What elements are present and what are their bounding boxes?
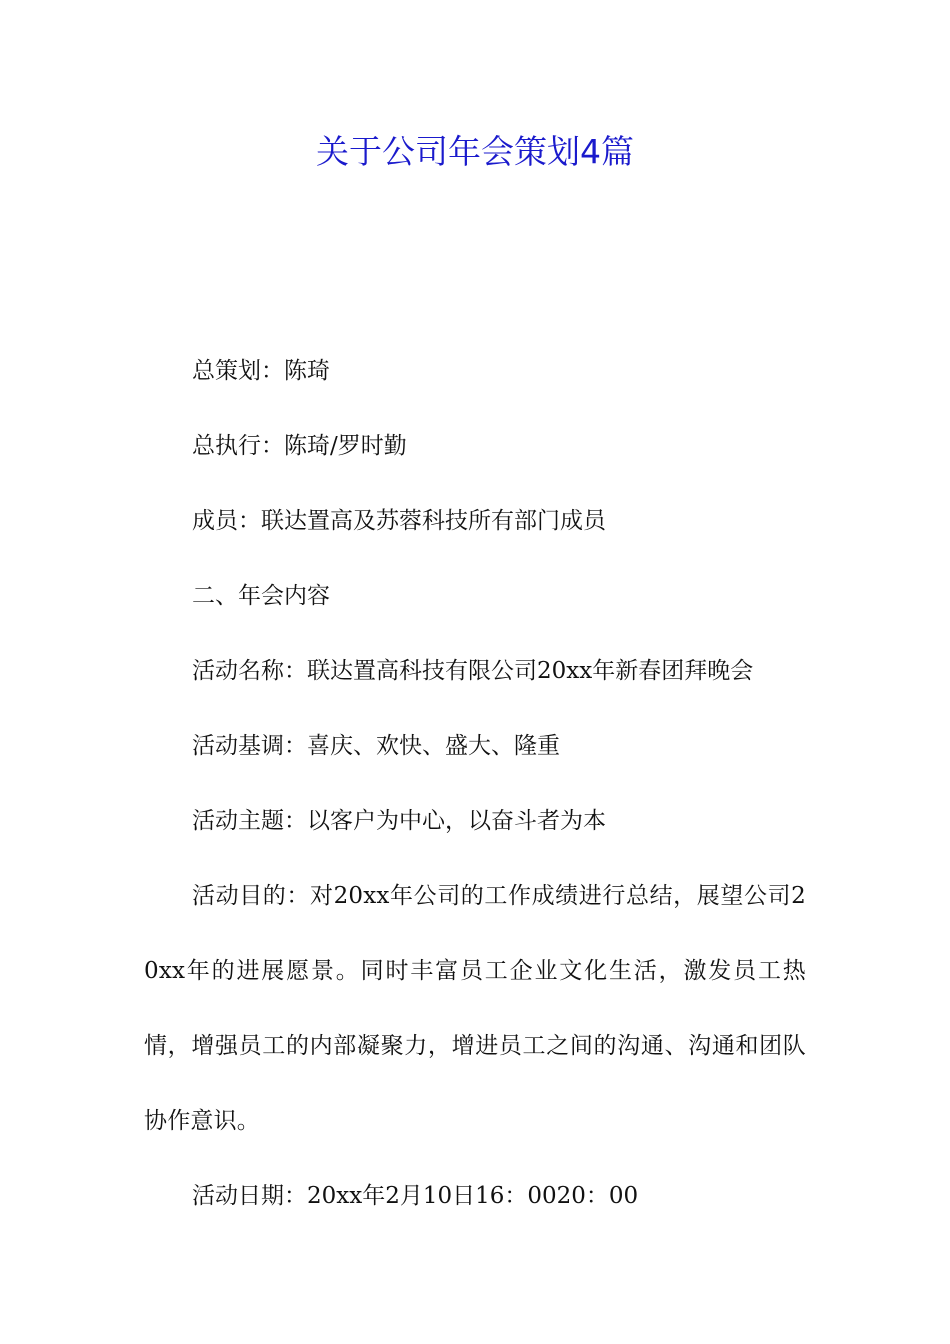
paragraph-chief-executive: 总执行：陈琦/罗时勤: [192, 433, 407, 459]
paragraph-event-date: 活动日期：20xx年2月10日16：0020：00: [192, 1183, 639, 1209]
paragraph-event-tone: 活动基调：喜庆、欢快、盛大、隆重: [192, 733, 560, 759]
paragraph-event-theme: 活动主题：以客户为中心，以奋斗者为本: [192, 808, 606, 834]
section-heading-annual-meeting-content: 二、年会内容: [192, 583, 330, 609]
document-title: 关于公司年会策划4篇: [316, 132, 634, 171]
paragraph-members: 成员：联达置高及苏蓉科技所有部门成员: [192, 508, 606, 534]
paragraph-chief-planner: 总策划：陈琦: [192, 358, 330, 384]
document-body: [144, 334, 806, 1234]
paragraph-event-purpose: 活动目的：对20xx年公司的工作成绩进行总结，展望公司20xx年的进展愿景。同时丰富员工企业文化生活，激发员工热情，增强员工的内部凝聚力，增进员工之间的沟通、沟通和团队协作意识。: [144, 883, 806, 1134]
paragraph-event-name: 活动名称：联达置高科技有限公司20xx年新春团拜晚会: [192, 658, 754, 684]
